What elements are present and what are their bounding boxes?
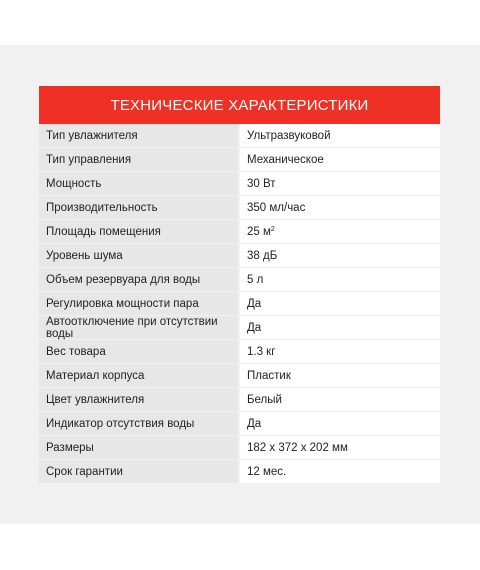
spec-value: 38 дБ [240, 244, 440, 268]
spec-value [240, 220, 440, 244]
spec-label: Материал корпуса [39, 364, 238, 388]
spec-label: Цвет увлажнителя [39, 388, 238, 412]
spec-label: Вес товара [39, 340, 238, 364]
table-row [39, 148, 440, 172]
spec-value: 12 мес. [240, 460, 440, 484]
table-row [39, 460, 440, 484]
spec-value: Белый [240, 388, 440, 412]
table-row [39, 268, 440, 292]
spec-label: Тип управления [39, 148, 238, 172]
spec-label: Тип увлажнителя [39, 124, 238, 148]
spec-value: Пластик [240, 364, 440, 388]
table-row [39, 340, 440, 364]
spec-label: Уровень шума [39, 244, 238, 268]
table-row [39, 388, 440, 412]
spec-value-superscript: 2 [270, 226, 275, 233]
spec-value: 1.3 кг [240, 340, 440, 364]
table-row [39, 244, 440, 268]
table-row [39, 364, 440, 388]
specs-title: ТЕХНИЧЕСКИЕ ХАРАКТЕРИСТИКИ [39, 86, 440, 124]
spec-label: Объем резервуара для воды [39, 268, 238, 292]
table-row [39, 436, 440, 460]
table-row [39, 196, 440, 220]
spec-value: Ультразвуковой [240, 124, 440, 148]
table-row [39, 292, 440, 316]
spec-label: Автоотключение при отсутствии воды [39, 316, 238, 340]
spec-label: Срок гарантии [39, 460, 238, 484]
spec-value: 182 x 372 x 202 мм [240, 436, 440, 460]
spec-value: 350 мл/час [240, 196, 440, 220]
spec-value-text: 25 м [247, 225, 271, 238]
table-row [39, 220, 440, 244]
table-row [39, 316, 440, 340]
spec-label: Индикатор отсутствия воды [39, 412, 238, 436]
specs-table [39, 86, 440, 484]
spec-label: Мощность [39, 172, 238, 196]
spec-value: 30 Вт [240, 172, 440, 196]
spec-value: 5 л [240, 268, 440, 292]
table-row [39, 124, 440, 148]
spec-value: Да [240, 412, 440, 436]
spec-value: Да [240, 316, 440, 340]
spec-label: Регулировка мощности пара [39, 292, 238, 316]
specs-panel [0, 45, 480, 524]
spec-label: Площадь помещения [39, 220, 238, 244]
table-row [39, 412, 440, 436]
spec-label: Размеры [39, 436, 238, 460]
spec-value: Механическое [240, 148, 440, 172]
table-row [39, 172, 440, 196]
spec-value: Да [240, 292, 440, 316]
spec-label: Производительность [39, 196, 238, 220]
